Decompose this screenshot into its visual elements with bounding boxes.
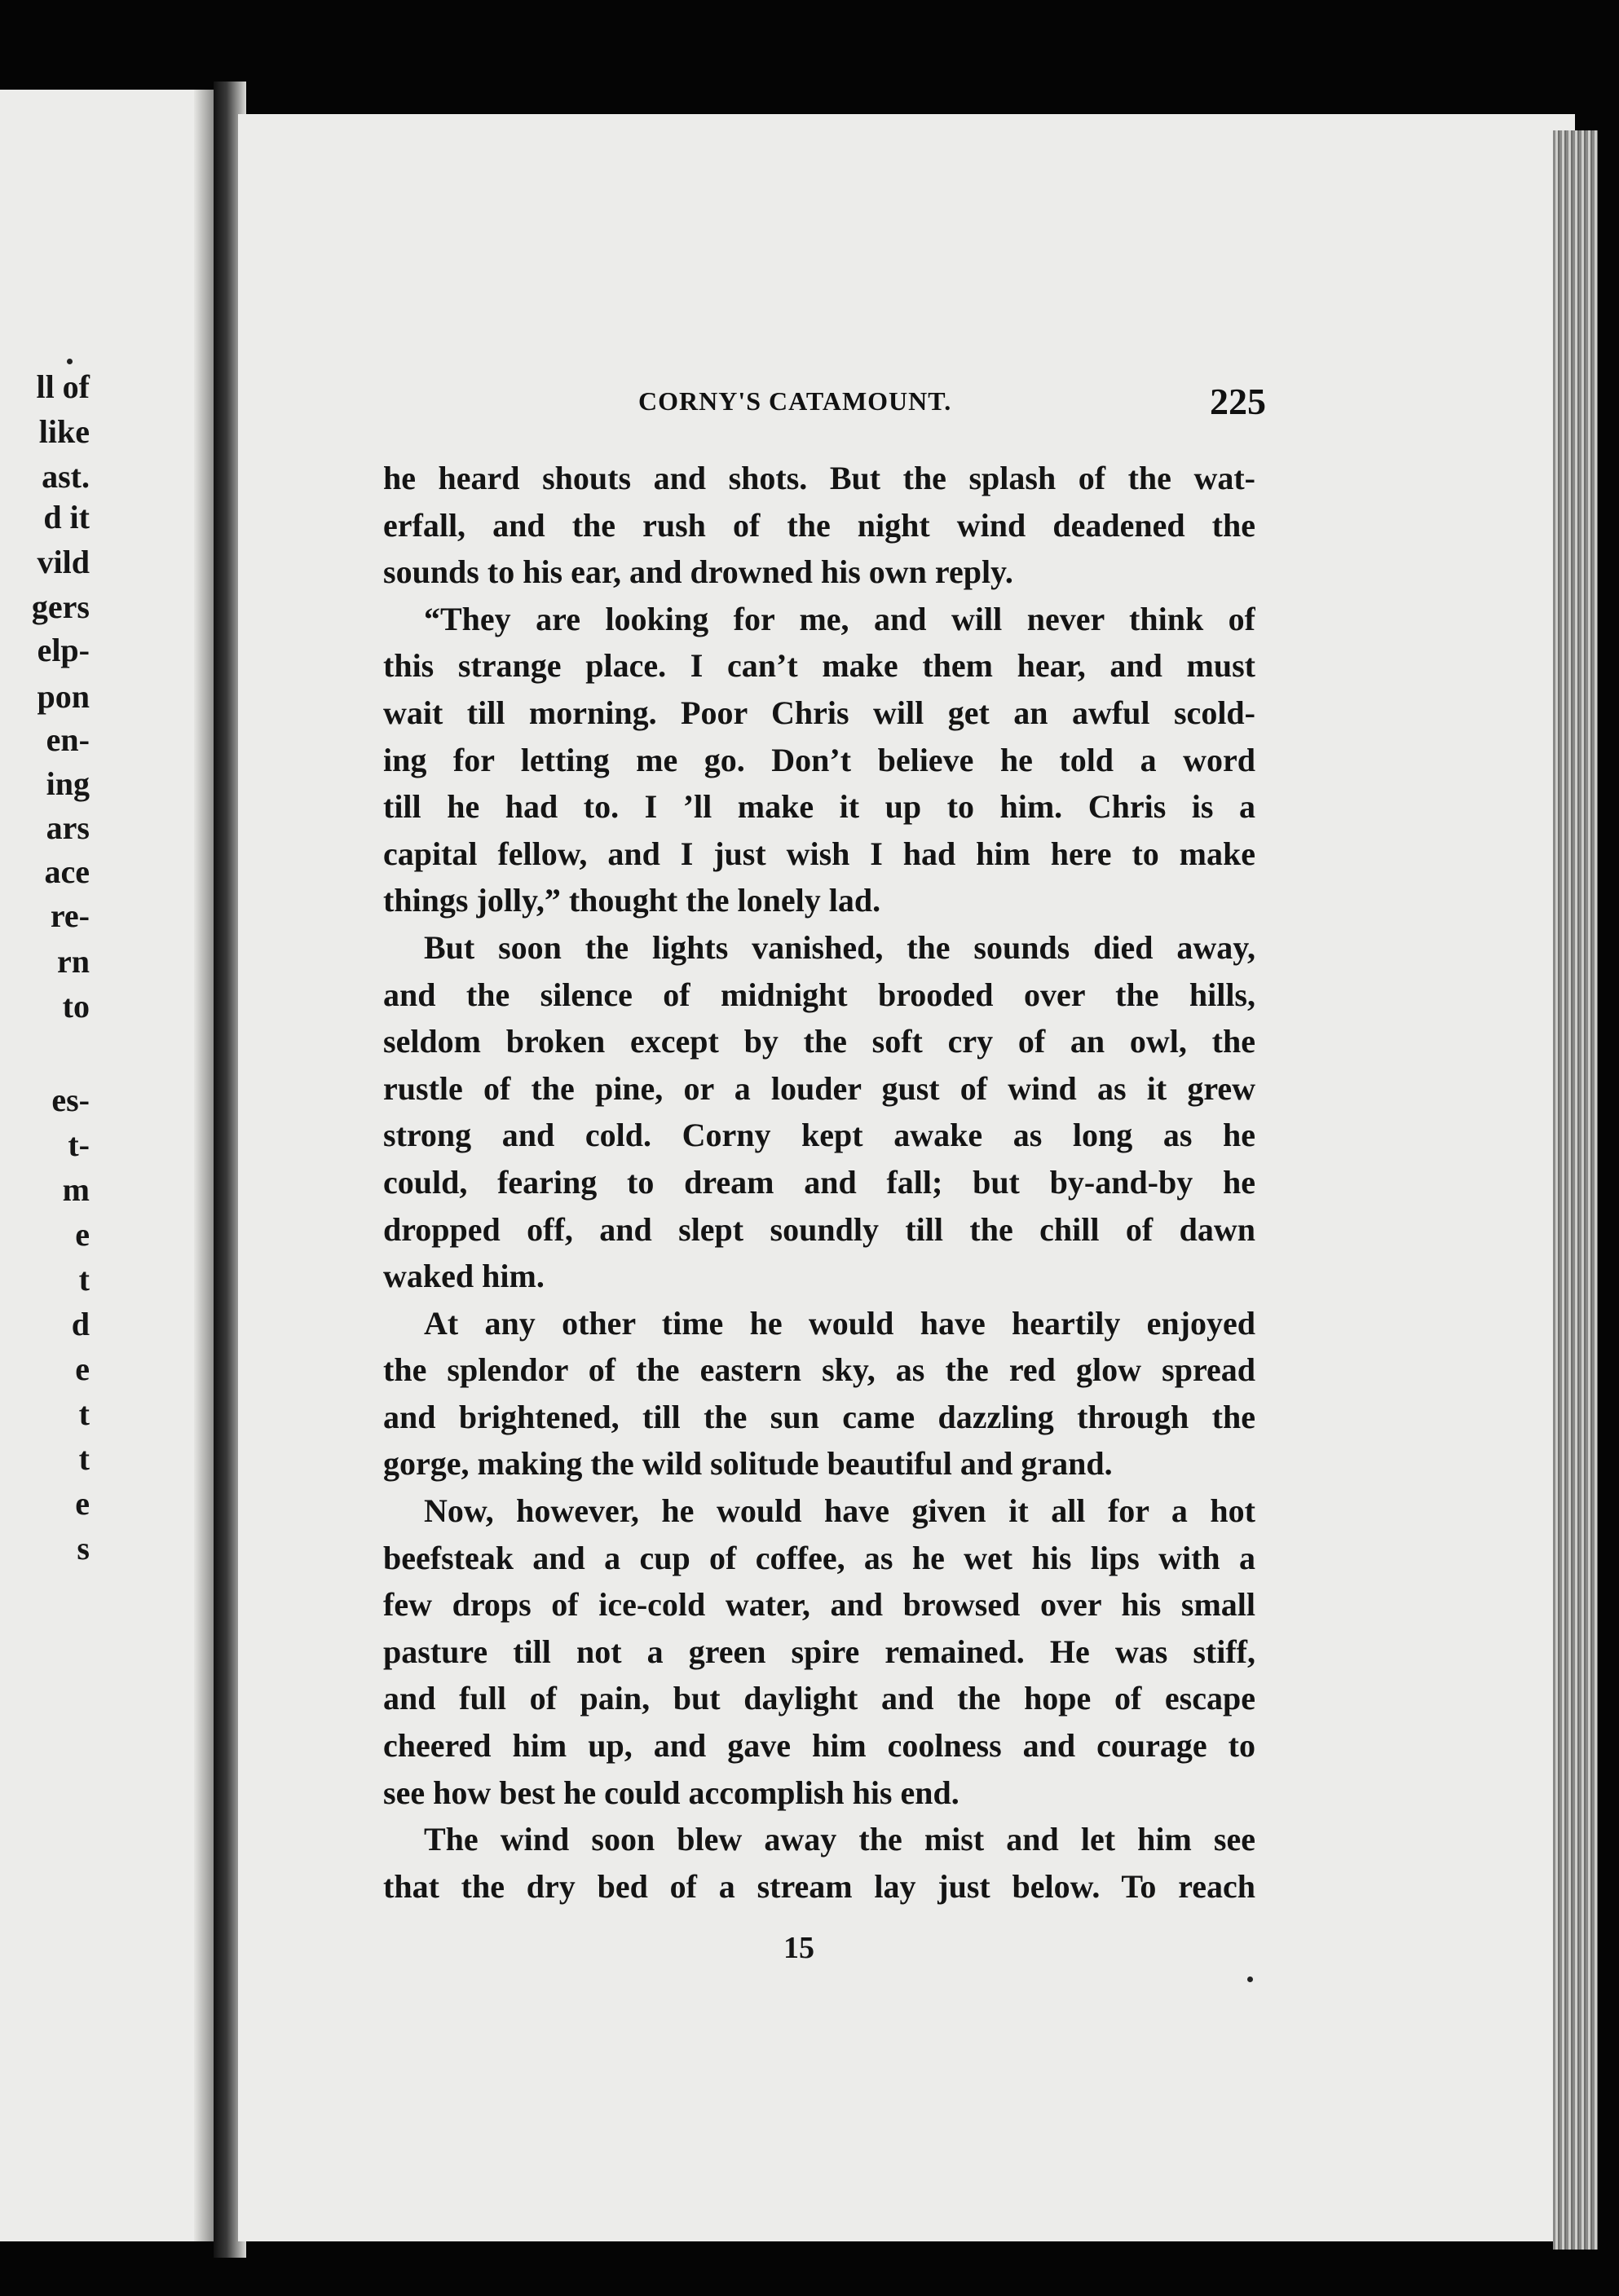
text-line: see how best he could accomplish his end. xyxy=(383,1774,959,1811)
text-line: wait till morning. Poor Chris will get an awful scold- xyxy=(383,694,1255,731)
left-page-fragment: s xyxy=(77,1530,90,1567)
left-page-fragment: ing xyxy=(46,765,90,802)
left-page-fragment: es- xyxy=(51,1082,90,1118)
text-line: erfall, and the rush of the night wind deadened the xyxy=(383,506,1255,544)
text-line: capital fellow, and I just wish I had him here to make xyxy=(383,835,1255,872)
text-line: and the silence of midnight brooded over the hills, xyxy=(383,976,1255,1013)
text-line: Now, however, he would have given it all for a hot xyxy=(424,1492,1255,1530)
text-line: gorge, making the wild solitude beautiful and grand. xyxy=(383,1445,1113,1483)
text-line: waked him. xyxy=(383,1258,545,1295)
left-page-fragment: en- xyxy=(46,721,90,758)
text-line: this strange place. I can’t make them hear, and must xyxy=(383,647,1255,685)
left-page-fragment: d xyxy=(71,1306,90,1342)
left-page-fragment: re- xyxy=(50,897,90,934)
left-page-fragment: ace xyxy=(44,853,90,890)
left-page-fragment: d it xyxy=(43,499,90,535)
left-page-fragment: e xyxy=(75,1485,90,1522)
left-page-fragment: t- xyxy=(68,1126,90,1163)
text-line: strong and cold. Corny kept awake as long as he xyxy=(383,1117,1255,1154)
text-line: till he had to. I ’ll make it up to him. Chris is a xyxy=(383,788,1255,826)
text-line: that the dry bed of a stream lay just below. To reach xyxy=(383,1867,1255,1905)
left-page xyxy=(0,90,216,2241)
text-line: and brightened, till the sun came dazzling through the xyxy=(383,1398,1255,1435)
left-page-fragment: elp- xyxy=(37,632,90,668)
left-page-fragment: vild xyxy=(37,544,90,580)
text-line: and full of pain, but daylight and the hope of escape xyxy=(383,1680,1255,1717)
running-title: CORNY'S CATAMOUNT. xyxy=(638,386,952,416)
left-page-spine-shadow xyxy=(194,90,214,2241)
text-line: he heard shouts and shots. But the splash of the wat- xyxy=(383,460,1255,496)
left-page-fragment: t xyxy=(78,1261,90,1298)
text-line: But soon the lights vanished, the sounds died away, xyxy=(424,928,1255,966)
left-page-fragment: like xyxy=(38,413,90,450)
text-line: At any other time he would have heartily enjoyed xyxy=(424,1304,1255,1342)
left-page-fragment: ast. xyxy=(42,458,90,495)
left-page-fragment: rn xyxy=(57,943,90,980)
page-number: 225 xyxy=(1210,381,1266,422)
text-line: dropped off, and slept soundly till the chill of dawn xyxy=(383,1210,1255,1248)
body-text xyxy=(383,455,1255,1910)
left-page-speck xyxy=(67,359,73,364)
text-line: could, fearing to dream and fall; but by-and-by he xyxy=(383,1163,1255,1201)
text-line: pasture till not a green spire remained. He was stiff, xyxy=(383,1633,1255,1670)
text-line: sounds to his ear, and drowned his own reply. xyxy=(383,553,1013,591)
left-page-fragment: to xyxy=(62,988,90,1025)
text-line: seldom broken except by the soft cry of an owl, the xyxy=(383,1023,1255,1060)
text-line: few drops of ice-cold water, and browsed over his small xyxy=(383,1586,1255,1624)
left-page-fragment: t xyxy=(78,1395,90,1432)
left-page-fragment: ll of xyxy=(36,368,90,405)
text-line: cheered him up, and gave him coolness and courage to xyxy=(383,1727,1255,1765)
text-line: “They are looking for me, and will never think of xyxy=(424,600,1255,637)
left-page-fragment: ars xyxy=(46,809,90,846)
left-page-fragment: e xyxy=(75,1216,90,1253)
text-line: The wind soon blew away the mist and let him see xyxy=(424,1821,1255,1858)
left-page-fragment: pon xyxy=(37,678,90,715)
left-page-fragment: gers xyxy=(31,588,90,625)
left-page-fragment: t xyxy=(78,1440,90,1477)
right-page-speck xyxy=(1247,1976,1253,1982)
text-line: the splendor of the eastern sky, as the red glow spread xyxy=(383,1351,1255,1389)
text-line: rustle of the pine, or a louder gust of wind as it grew xyxy=(383,1069,1255,1107)
page-header xyxy=(638,381,1266,427)
page-edges xyxy=(1553,130,1598,2250)
text-line: ing for letting me go. Don’t believe he told a word xyxy=(383,741,1255,778)
left-page-fragment: e xyxy=(75,1351,90,1387)
left-page-fragment: m xyxy=(62,1171,90,1208)
signature-mark: 15 xyxy=(783,1931,814,1965)
text-line: beefsteak and a cup of coffee, as he wet his lips with a xyxy=(383,1539,1255,1576)
text-line: things jolly,” thought the lonely lad. xyxy=(383,882,881,919)
